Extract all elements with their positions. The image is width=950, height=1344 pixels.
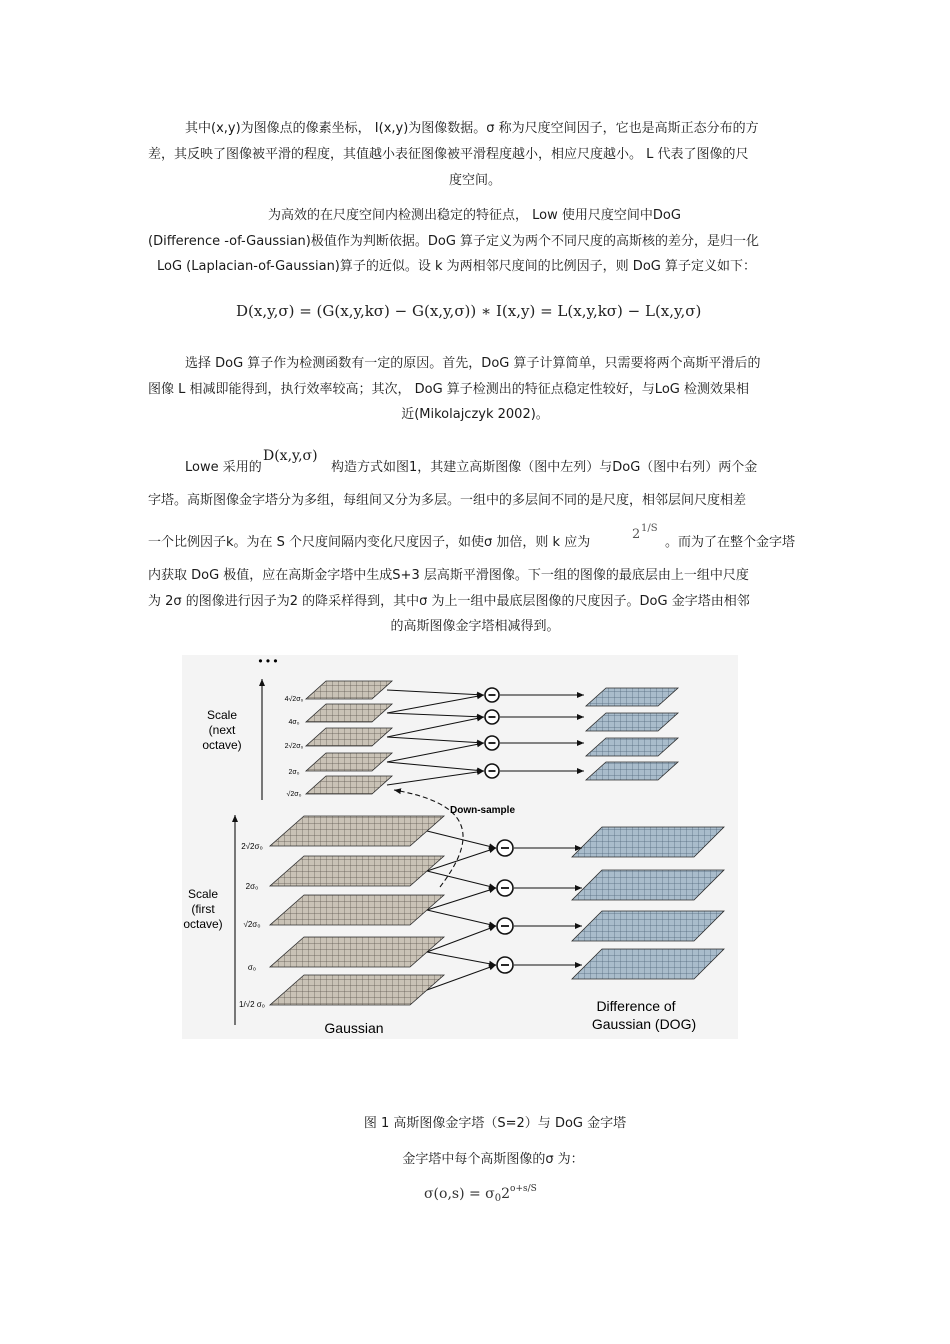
dog-label-line2: Gaussian (DOG) (591, 1016, 697, 1032)
next-scale-label-3: 2√2σ₀ (284, 743, 304, 750)
para4-line5: 为 2σ 的图像进行因子为2 的降采样得到，其中σ 为上一组中最底层图像的尺度因子。DoG 金字塔由相邻 (148, 594, 750, 609)
para2-line2: (Difference -of-Gaussian)极值作为判断依据。DoG 算子定义为两个不同尺度的高斯核的差分，是归一化 (148, 234, 760, 249)
dog-label-line1: Difference of (596, 998, 676, 1014)
para1-line2: 差，其反映了图像被平滑的程度，其值越小表征图像被平滑程度越小，相应尺度越小。 L 代表了图像的尺 (148, 147, 749, 162)
para4-k-base: 2 (632, 527, 641, 542)
sigma-formula-base: 2 (501, 1186, 511, 1202)
first-scale-label-4: σ₀ (247, 963, 257, 972)
first-scale-label-5: 1/√2 σ₀ (239, 1000, 265, 1009)
para5: 金字塔中每个高斯图像的σ 为： (402, 1152, 584, 1167)
sigma-formula-main: σ(o,s) = σ (424, 1186, 495, 1202)
para4-line1a: Lowe 采用的 (185, 460, 262, 475)
sigma-formula (424, 1184, 537, 1204)
para4-line3a: 一个比例因子k。为在 S 个尺度间隔内变化尺度因子，如使σ 加倍，则 k 应为 (148, 535, 591, 550)
para3-line2: 图像 L 相减即能得到，执行效率较高；其次， DoG 算子检测出的特征点稳定性较好，与LoG 检测效果相 (148, 382, 749, 397)
next-scale-label-1: 4√2σ₀ (284, 696, 304, 703)
dog-formula: D(x,y,σ) = (G(x,y,kσ) − G(x,y,σ)) ∗ I(x,y) = L(x,y,kσ) − L(x,y,σ) (236, 302, 702, 320)
para4-line4: 内获取 DoG 极值，应在高斯金字塔中生成S+3 层高斯平滑图像。下一组的图像的最底层由上一组中尺度 (148, 568, 749, 583)
para2-line3: LoG (Laplacian-of-Gaussian)算子的近似。设 k 为两相邻尺度间的比例因子，则 DoG 算子定义如下： (157, 259, 756, 274)
scale-first-label-1: Scale (187, 887, 219, 901)
first-scale-label-2: 2σ₀ (245, 882, 259, 891)
scale-next-label-3: octave) (202, 738, 242, 752)
para1-line1: 其中(x,y)为图像点的像素坐标， I(x,y)为图像数据。σ 称为尺度空间因子，它也是高斯正态分布的方 (185, 121, 759, 136)
para4-line6: 的高斯图像金字塔相减得到。 (390, 619, 560, 634)
down-sample-label: Down-sample (450, 805, 516, 816)
ellipsis-label: • • • (258, 655, 278, 668)
para4-line2: 字塔。高斯图像金字塔分为多组，每组间又分为多层。一组中的多层间不同的是尺度，相邻层间尺度相差 (148, 493, 747, 508)
para1-line3: 度空间。 (448, 173, 501, 188)
next-scale-label-2: 4σ₀ (288, 719, 300, 726)
first-scale-label-3: √2σ₀ (243, 920, 261, 929)
sigma-formula-sub: 0 (494, 1193, 502, 1204)
para3-line3: 近(Mikolajczyk 2002)。 (401, 407, 549, 422)
scale-first-label-2: (first (191, 902, 215, 916)
para4-line3b: 。而为了在整个金字塔 (665, 535, 796, 550)
first-scale-label-1: 2√2σ₀ (241, 842, 263, 851)
para4-k-exp: 1/S (641, 523, 658, 534)
next-scale-label-5: √2σ₀ (286, 791, 302, 798)
para2-line1: 为高效的在尺度空间内检测出稳定的特征点， Low 使用尺度空间中DoG (268, 208, 681, 223)
para3-line1: 选择 DoG 算子作为检测函数有一定的原因。首先，DoG 算子计算简单，只需要将两个高斯平滑后的 (185, 356, 761, 371)
next-scale-label-4: 2σ₀ (288, 769, 300, 776)
scale-first-label-3: octave) (183, 917, 223, 931)
sigma-formula-exp: o+s/S (510, 1184, 537, 1194)
gaussian-label: Gaussian (324, 1020, 384, 1036)
para4-inline-formula: D(x,y,σ) (263, 448, 318, 464)
para4-line1b: 构造方式如图1，其建立高斯图像（图中左列）与DoG（图中右列）两个金 (331, 460, 758, 475)
scale-next-label-1: Scale (206, 708, 238, 722)
scale-next-label-2: (next (208, 723, 236, 737)
figure-caption: 图 1 高斯图像金字塔（S=2）与 DoG 金字塔 (363, 1116, 627, 1131)
pyramid-figure (182, 655, 738, 1039)
